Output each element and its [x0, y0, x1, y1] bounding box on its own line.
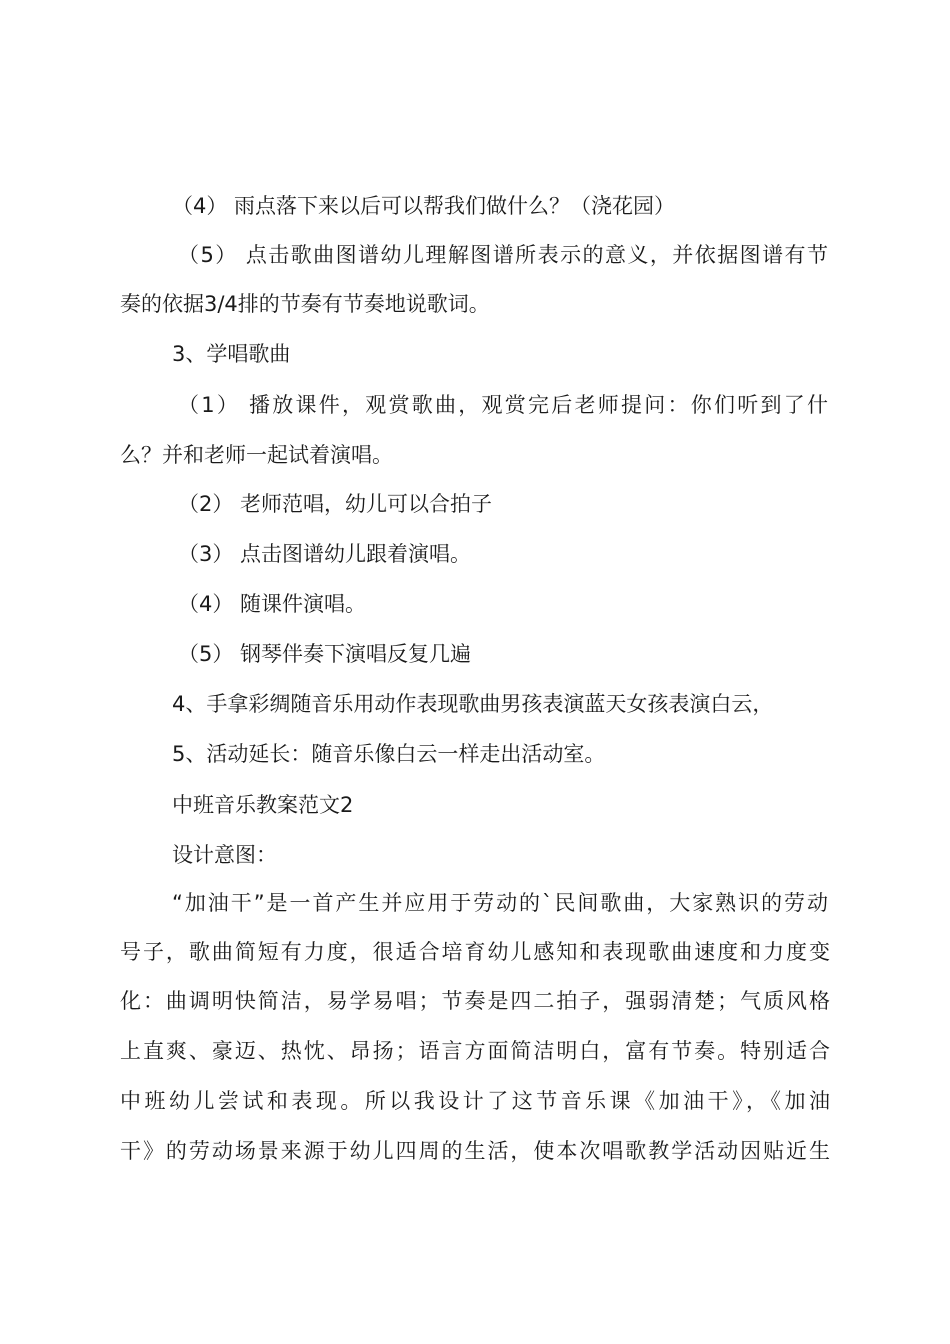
paragraph-line: （5） 钢琴伴奏下演唱反复几遍 [178, 642, 472, 666]
section-heading: 3、学唱歌曲 [172, 342, 291, 366]
paragraph-line: 化：曲调明快简洁，易学易唱；节奏是四二拍子，强弱清楚；气质风格 [120, 989, 830, 1013]
paragraph-line: （2） 老师范唱，幼儿可以合拍子 [178, 492, 493, 516]
paragraph-line: 干》的劳动场景来源于幼儿四周的生活，使本次唱歌教学活动因贴近生 [120, 1139, 830, 1163]
paragraph-line: （1） 播放课件，观赏歌曲，观赏完后老师提问：你们听到了什 [178, 393, 828, 417]
paragraph-line: （4） 雨点落下来以后可以帮我们做什么？（浇花园） [172, 194, 676, 218]
paragraph-line: （5） 点击歌曲图谱幼儿理解图谱所表示的意义，并依据图谱有节 [178, 243, 828, 267]
section-heading: 设计意图： [172, 843, 277, 867]
section-title: 中班音乐教案范文2 [172, 793, 354, 817]
paragraph-line: 号子，歌曲简短有力度，很适合培育幼儿感知和表现歌曲速度和力度变 [120, 940, 830, 964]
paragraph-line: （3） 点击图谱幼儿跟着演唱。 [178, 542, 472, 566]
paragraph-line: 5、活动延长：随音乐像白云一样走出活动室。 [172, 742, 606, 766]
paragraph-line: 么？并和老师一起试着演唱。 [120, 443, 393, 467]
paragraph-line: 上直爽、豪迈、热忱、昂扬；语言方面简洁明白，富有节奏。特别适合 [120, 1039, 830, 1063]
paragraph-line: 4、手拿彩绸随音乐用动作表现歌曲男孩表演蓝天女孩表演白云， [172, 692, 774, 716]
paragraph-line: “加油干”是一首产生并应用于劳动的`民间歌曲，大家熟识的劳动 [172, 891, 828, 915]
paragraph-line: （4） 随课件演唱。 [178, 592, 367, 616]
paragraph-line: 奏的依据3/4排的节奏有节奏地说歌词。 [120, 292, 490, 316]
paragraph-line: 中班幼儿尝试和表现。所以我设计了这节音乐课《加油干》，《加油 [120, 1089, 830, 1113]
